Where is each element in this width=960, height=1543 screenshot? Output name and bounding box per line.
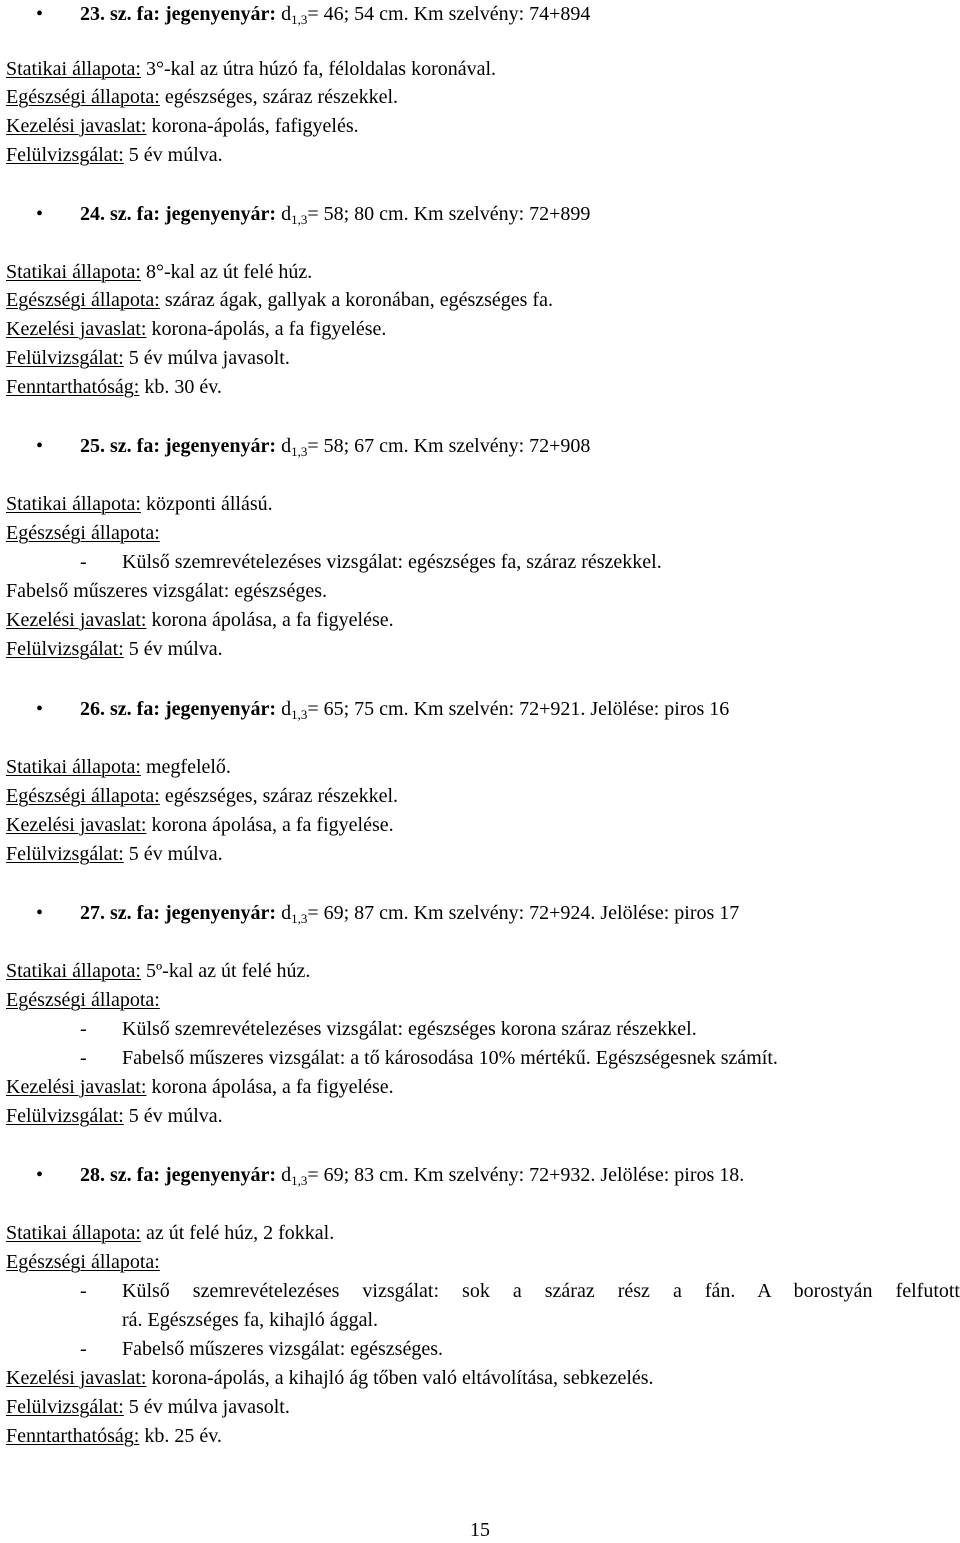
field-value: 5 év múlva javasolt. <box>123 347 290 369</box>
list-dash: - <box>80 551 87 573</box>
field-label: Felülvizsgálat: <box>6 144 124 166</box>
bullet-icon: • <box>36 435 44 457</box>
field-value: egészséges, száraz részekkel. <box>159 86 399 108</box>
dash-item-text: Külső szemrevételezéses vizsgálat: egészséges korona száraz részekkel. <box>122 1018 697 1040</box>
dash-item-text: Fabelső műszeres vizsgálat: a tő károsodása 10% mértékű. Egészségesnek számít. <box>122 1047 778 1069</box>
field-value: kb. 25 év. <box>139 1425 222 1447</box>
tree-number: 24. sz. fa: <box>80 203 160 225</box>
dash-item-text: Fabelső műszeres vizsgálat: egészséges. <box>122 1338 444 1360</box>
bullet-icon: • <box>36 1164 44 1186</box>
detail-line <box>6 492 273 516</box>
tree-header-text: 28. sz. fa: jegenyenyár: $d_{1,3}= 69$; 83 cm. Km szelvény: 72+932. Jelölése: piros 18. <box>80 1164 745 1188</box>
dash-item-text: Külső szemrevételezéses vizsgálat: egészséges fa, száraz részekkel. <box>122 551 662 573</box>
bullet-icon: • <box>36 3 44 25</box>
diameter-values: = 46; 54 cm. <box>307 3 409 25</box>
bullet-icon: • <box>36 902 44 924</box>
km-marker: Km szelvény: 72+924. Jelölése: piros 17 <box>413 902 740 924</box>
tree-number: 23. sz. fa: <box>80 3 160 25</box>
detail-line <box>6 755 231 779</box>
field-label: Felülvizsgálat: <box>6 843 124 865</box>
detail-line: Fabelső műszeres vizsgálat: egészséges. <box>6 580 328 602</box>
detail-line <box>6 288 553 312</box>
tree-number: 26. sz. fa: <box>80 698 160 720</box>
list-dash: - <box>80 1280 87 1302</box>
tree-number: 28. sz. fa: <box>80 1164 160 1186</box>
field-value: száraz ágak, gallyak a koronában, egészséges fa. <box>159 289 553 311</box>
field-label: Felülvizsgálat: <box>6 638 124 660</box>
tree-species: jegenyenyár: <box>164 203 277 225</box>
field-label: Egészségi állapota: <box>6 785 160 807</box>
diameter-values: = 58; 67 cm. <box>307 435 409 457</box>
field-value: korona ápolása, a fa figyelése. <box>146 1076 394 1098</box>
tree-species: jegenyenyár: <box>164 1164 277 1186</box>
detail-line <box>6 1104 223 1128</box>
detail-line <box>6 813 394 837</box>
tree-header-text: 23. sz. fa: jegenyenyár: $d_{1,3}= 46$; 54 cm. Km szelvény: 74+894 <box>80 3 591 27</box>
field-label: Kezelési javaslat: <box>6 814 147 836</box>
detail-line <box>6 521 160 545</box>
page-number: 15 <box>470 1519 490 1541</box>
detail-line <box>6 988 160 1012</box>
tree-species: jegenyenyár: <box>164 698 277 720</box>
field-value: 3°-kal az útra húzó fa, féloldalas koronával. <box>140 58 497 80</box>
detail-line <box>6 1395 290 1419</box>
field-value: korona ápolása, a fa figyelése. <box>146 609 394 631</box>
diameter-values: = 65; 75 cm. <box>307 698 409 720</box>
diameter-subscript: 1,3 <box>291 444 308 459</box>
field-value: 5º-kal az út felé húz. <box>140 960 311 982</box>
field-label: Felülvizsgálat: <box>6 1105 124 1127</box>
tree-species: jegenyenyár: <box>164 435 277 457</box>
field-label: Kezelési javaslat: <box>6 115 147 137</box>
dash-item-continuation: rá. Egészséges fa, kihajló ággal. <box>122 1309 379 1331</box>
field-value: központi állású. <box>140 493 273 515</box>
tree-number: 27. sz. fa: <box>80 902 160 924</box>
detail-line <box>6 260 312 284</box>
tree-header-text: 27. sz. fa: jegenyenyár: $d_{1,3}= 69$; 87 cm. Km szelvény: 72+924. Jelölése: piros 17 <box>80 902 740 926</box>
field-label: Felülvizsgálat: <box>6 1396 124 1418</box>
tree-number: 25. sz. fa: <box>80 435 160 457</box>
field-value: korona-ápolás, a fa figyelése. <box>146 318 387 340</box>
field-value: korona-ápolás, fafigyelés. <box>146 115 359 137</box>
field-label: Kezelési javaslat: <box>6 318 147 340</box>
field-value: 5 év múlva. <box>123 638 223 660</box>
field-label: Fenntarthatóság: <box>6 376 140 398</box>
detail-line <box>6 317 386 341</box>
dash-item-text: Külső szemrevételezéses vizsgálat: sok a száraz rész a fán. A borostyán felfutott <box>122 1280 960 1302</box>
field-label: Statikai állapota: <box>6 1222 141 1244</box>
diameter-subscript: 1,3 <box>291 911 308 926</box>
detail-line <box>6 346 290 370</box>
tree-header-text: 24. sz. fa: jegenyenyár: $d_{1,3}= 58$; 80 cm. Km szelvény: 72+899 <box>80 203 591 227</box>
diameter-subscript: 1,3 <box>291 707 308 722</box>
detail-line <box>6 114 359 138</box>
tree-header-text: 26. sz. fa: jegenyenyár: $d_{1,3}= 65$; 75 cm. Km szelvén: 72+921. Jelölése: piros 16 <box>80 698 730 722</box>
field-label: Kezelési javaslat: <box>6 609 147 631</box>
detail-line <box>6 57 496 81</box>
detail-line <box>6 608 394 632</box>
km-marker: Km szelvény: 72+899 <box>413 203 591 225</box>
detail-line <box>6 842 223 866</box>
detail-line <box>6 85 398 109</box>
tree-header-text: 25. sz. fa: jegenyenyár: $d_{1,3}= 58$; 67 cm. Km szelvény: 72+908 <box>80 435 591 459</box>
field-label: Statikai állapota: <box>6 960 141 982</box>
field-label: Kezelési javaslat: <box>6 1076 147 1098</box>
field-value: megfelelő. <box>140 756 231 778</box>
list-dash: - <box>80 1018 87 1040</box>
detail-line <box>6 1250 160 1274</box>
detail-line <box>6 1075 394 1099</box>
field-label: Egészségi állapota: <box>6 989 160 1011</box>
field-value: az út felé húz, 2 fokkal. <box>140 1222 335 1244</box>
field-label: Egészségi állapota: <box>6 1251 160 1273</box>
field-value: 5 év múlva. <box>123 144 223 166</box>
detail-line <box>6 1221 334 1245</box>
field-label: Statikai állapota: <box>6 261 141 283</box>
list-dash: - <box>80 1338 87 1360</box>
field-value: korona ápolása, a fa figyelése. <box>146 814 394 836</box>
field-label: Egészségi állapota: <box>6 522 160 544</box>
diameter-values: = 69; 87 cm. <box>307 902 409 924</box>
field-value: 8°-kal az út felé húz. <box>140 261 313 283</box>
detail-line <box>6 375 222 399</box>
diameter-subscript: 1,3 <box>291 1173 308 1188</box>
diameter-values: = 58; 80 cm. <box>307 203 409 225</box>
bullet-icon: • <box>36 203 44 225</box>
field-label: Egészségi állapota: <box>6 86 160 108</box>
bullet-icon: • <box>36 698 44 720</box>
field-label: Egészségi állapota: <box>6 289 160 311</box>
diameter-subscript: 1,3 <box>291 12 308 27</box>
field-label: Fenntarthatóság: <box>6 1425 140 1447</box>
diameter-subscript: 1,3 <box>291 212 308 227</box>
km-marker: Km szelvény: 72+908 <box>413 435 591 457</box>
field-label: Statikai állapota: <box>6 493 141 515</box>
field-label: Kezelési javaslat: <box>6 1367 147 1389</box>
diameter-values: = 69; 83 cm. <box>307 1164 409 1186</box>
field-value: 5 év múlva javasolt. <box>123 1396 290 1418</box>
detail-line <box>6 784 398 808</box>
field-value: kb. 30 év. <box>139 376 222 398</box>
field-value: 5 év múlva. <box>123 843 223 865</box>
field-value: egészséges, száraz részekkel. <box>159 785 399 807</box>
tree-species: jegenyenyár: <box>164 902 277 924</box>
tree-species: jegenyenyár: <box>164 3 277 25</box>
detail-line <box>6 1424 222 1448</box>
detail-line <box>6 959 310 983</box>
field-label: Statikai állapota: <box>6 756 141 778</box>
list-dash: - <box>80 1047 87 1069</box>
field-label: Felülvizsgálat: <box>6 347 124 369</box>
detail-line <box>6 143 223 167</box>
field-label: Statikai állapota: <box>6 58 141 80</box>
km-marker: Km szelvény: 74+894 <box>413 3 591 25</box>
km-marker: Km szelvény: 72+932. Jelölése: piros 18. <box>413 1164 745 1186</box>
km-marker: Km szelvén: 72+921. Jelölése: piros 16 <box>413 698 730 720</box>
detail-line <box>6 1366 654 1390</box>
field-value: korona-ápolás, a kihajló ág tőben való eltávolítása, sebkezelés. <box>146 1367 654 1389</box>
field-value: 5 év múlva. <box>123 1105 223 1127</box>
detail-line <box>6 637 223 661</box>
